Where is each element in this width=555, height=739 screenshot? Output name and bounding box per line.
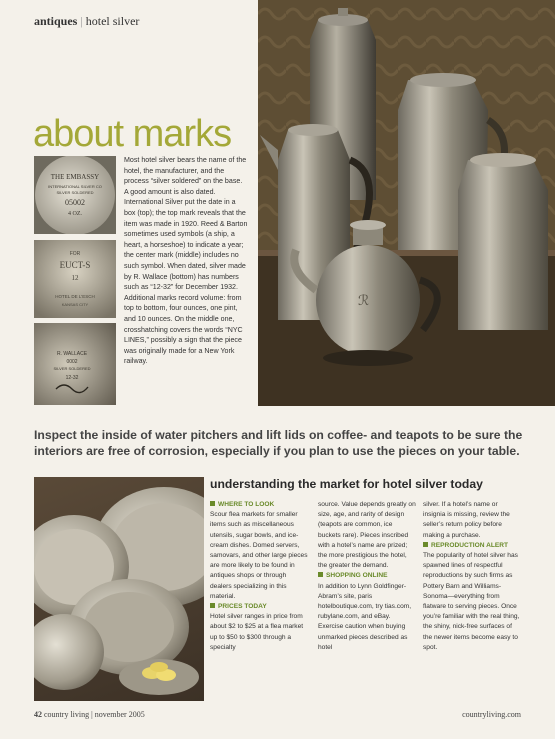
section-label: antiques xyxy=(34,14,78,28)
hallmark-photo-middle xyxy=(34,240,116,318)
hallmark-line: 12 xyxy=(71,274,79,282)
subhead-label: WHERE TO LOOK xyxy=(218,501,275,508)
pitchers-illustration xyxy=(258,0,555,406)
subhead-reproduction-alert xyxy=(423,541,521,551)
subhead-bullet xyxy=(423,542,428,547)
market-column-3 xyxy=(423,500,521,653)
hallmark-image xyxy=(34,156,116,234)
page-footer xyxy=(34,710,145,719)
market-column-2 xyxy=(318,500,416,653)
subhead-bullet xyxy=(210,603,215,608)
hallmark-line: FOR xyxy=(69,251,81,257)
hallmark-line: 4 OZ. xyxy=(68,211,82,217)
footer-url: countryliving.com xyxy=(462,710,521,719)
subhead-bullet xyxy=(210,501,215,506)
footer-divider: | xyxy=(91,710,95,719)
paragraph: Hotel silver ranges in price from about $2 to $25 at a flea market up to $50 to $300 through a specialty xyxy=(210,613,304,651)
hallmark-image xyxy=(34,323,116,405)
subsection-label: hotel silver xyxy=(85,14,140,28)
paragraph: silver. If a hotel’s name or insignia is missing, review the seller’s return policy before making a purchase. xyxy=(423,501,510,539)
hallmark-line: THE EMBASSY xyxy=(50,173,100,181)
hallmark-line: EUCT-S xyxy=(59,260,91,270)
hallmark-line: INTERNATIONAL SILVER CO xyxy=(48,184,102,189)
subhead-label: PRICES TODAY xyxy=(218,603,267,611)
header-divider: | xyxy=(80,14,83,28)
subhead-label: REPRODUCTION ALERT xyxy=(431,541,509,549)
plates-illustration xyxy=(34,477,204,701)
subhead-shopping-online xyxy=(318,571,416,581)
pull-quote: Inspect the inside of water pitchers and lift lids on coffee- and teapots to be sure the interiors are free of corrosion, especially if you plan to use the pieces on your table. xyxy=(34,428,523,458)
paragraph: Scour flea markets for smaller items such as miscellaneous utensils, sugar bowls, and ice-cream dishes. Domed servers, samovars, and other large pieces are more likely to be found in antiques shops or through dealers specializing in this material. xyxy=(210,511,308,600)
hallmark-photo-top xyxy=(34,156,116,234)
subhead-prices-today xyxy=(210,602,308,612)
subhead-label: SHOPPING ONLINE xyxy=(326,572,388,580)
hallmark-line: SILVER SOLDERED xyxy=(56,190,94,195)
page-number: 42 xyxy=(34,710,42,719)
hallmark-image xyxy=(34,240,116,318)
hallmark-line: HOTEL DE L'ESCH xyxy=(55,294,95,299)
page-title: about marks xyxy=(33,113,232,155)
hallmark-photo-bottom xyxy=(34,323,116,405)
teapot-monogram: ℛ xyxy=(358,294,370,309)
paragraph: The popularity of hotel silver has spawned lines of respectful reproductions by such firms as Pottery Barn and Williams-Sonoma—everything from flatware to serving pieces. Once you’re familiar with the real thing, the shiny, nick-free surfaces of the newer items become easy to spot. xyxy=(423,552,520,651)
hallmark-line: 0002 xyxy=(66,359,78,365)
magazine-name: country living xyxy=(44,710,90,719)
hallmark-line: 05002 xyxy=(65,198,85,207)
about-marks-text: Most hotel silver bears the name of the hotel, the manufacturer, and the process “silver soldered” on the base. A good amount is also dated. International Silver put the date in a box (top); the top mark reveals that the item was made in 1920. Reed & Barton sometimes used symbols (a ship, a heart, a horseshoe) to indicate a year; the center mark (middle) includes no such symbol. When dated, silver made by R. Wallace (bottom) has numbers such as “12-32” for December 1932. Additional marks record volume: from top to bottom, four ounces, one pint, and 10 ounces. On the middle one, crosshatching covers the words “NYC LINES,” possibly a sign that the piece was originally made for a New York railway. xyxy=(124,156,248,366)
subhead-where-to-look xyxy=(210,500,308,510)
hallmark-line: KANSAS CITY xyxy=(61,302,89,307)
subhead-bullet xyxy=(318,572,323,577)
hero-photo-silver-pitchers xyxy=(258,0,555,406)
paragraph: source. Value depends greatly on size, age, and rarity of design (teapots are common, ice buckets rare). Pieces inscribed with a hotel’s name are prized; the more prestigious the hotel, the greater the demand. xyxy=(318,501,416,570)
market-section-title: understanding the market for hotel silver today xyxy=(210,477,483,491)
market-column-1 xyxy=(210,500,308,653)
hallmark-line: R. WALLACE xyxy=(56,351,88,357)
hallmark-line: 12-32 xyxy=(65,375,79,381)
silver-plates-photo xyxy=(34,477,204,701)
paragraph: In addition to Lynn Goldfinger-Abram’s site, paris hotelboutique.com, try tias.com, rubylane.com, and eBay. Exercise caution when buying unmarked pieces described as hotel xyxy=(318,582,412,651)
issue-date: november 2005 xyxy=(94,710,145,719)
section-header xyxy=(34,14,139,29)
hallmark-line: SILVER SOLDERED xyxy=(53,366,91,371)
